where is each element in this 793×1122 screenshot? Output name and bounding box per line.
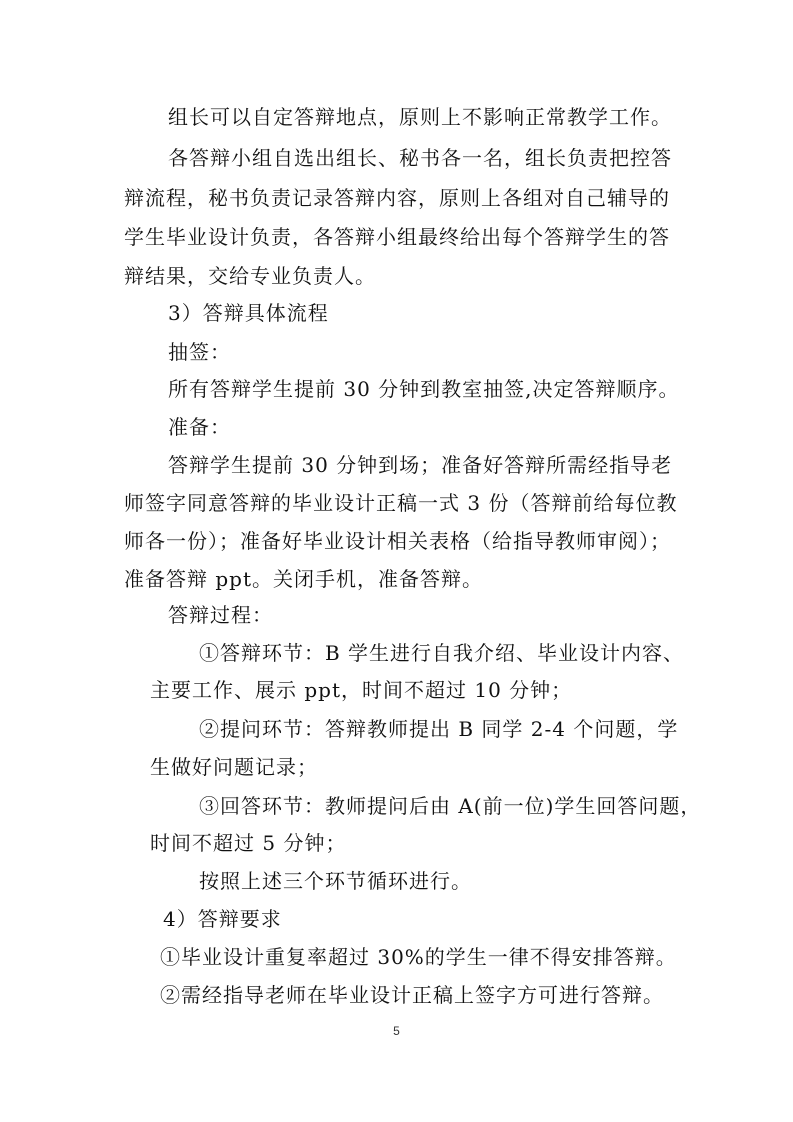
paragraph-line: ②提问环节：答辩教师提出 B 同学 2-4 个问题，学 (199, 717, 679, 741)
requirement-item: ①毕业设计重复率超过 30%的学生一律不得安排答辩。 (160, 945, 677, 969)
paragraph-line: 准备答辩 ppt。关闭手机，准备答辩。 (124, 567, 483, 591)
paragraph-line: 学生毕业设计负责，各答辩小组最终给出每个答辩学生的答 (124, 225, 670, 249)
paragraph-line: 各答辩小组自选出组长、秘书各一名，组长负责把控答 (168, 146, 672, 170)
paragraph-line: ①答辩环节：B 学生进行自我介绍、毕业设计内容、 (199, 641, 685, 665)
section-heading: 4）答辩要求 (163, 907, 282, 931)
paragraph-line: 答辩过程： (168, 603, 273, 627)
paragraph-line: 主要工作、展示 ppt，时间不超过 10 分钟； (150, 678, 573, 702)
paragraph-line: ③回答环节：教师提问后由 A(前一位)学生回答问题， (199, 794, 702, 818)
paragraph-line: 生做好问题记录； (150, 755, 318, 779)
paragraph-line: 时间不超过 5 分钟； (150, 831, 347, 855)
section-heading: 3）答辩具体流程 (168, 301, 329, 325)
requirement-item: ②需经指导老师在毕业设计正稿上签字方可进行答辩。 (160, 983, 664, 1007)
paragraph-line: 师各一份）；准备好毕业设计相关表格（给指导教师审阅）； (124, 529, 671, 553)
paragraph-line: 辩结果，交给专业负责人。 (124, 264, 376, 288)
paragraph-line: 组长可以自定答辩地点，原则上不影响正常教学工作。 (168, 105, 672, 129)
paragraph-line: 抽签： (168, 340, 231, 364)
paragraph-line: 按照上述三个环节循环进行。 (199, 869, 472, 893)
page-number: 5 (393, 1024, 400, 1038)
paragraph-line: 师签字同意答辩的毕业设计正稿一式 3 份（答辩前给每位教 (124, 491, 678, 515)
paragraph-line: 准备： (168, 415, 231, 439)
paragraph-line: 所有答辩学生提前 30 分钟到教室抽签,决定答辩顺序。 (168, 377, 680, 401)
paragraph-line: 答辩学生提前 30 分钟到场；准备好答辩所需经指导老 (168, 453, 673, 477)
paragraph-line: 辩流程，秘书负责记录答辩内容，原则上各组对自己辅导的 (124, 186, 670, 210)
